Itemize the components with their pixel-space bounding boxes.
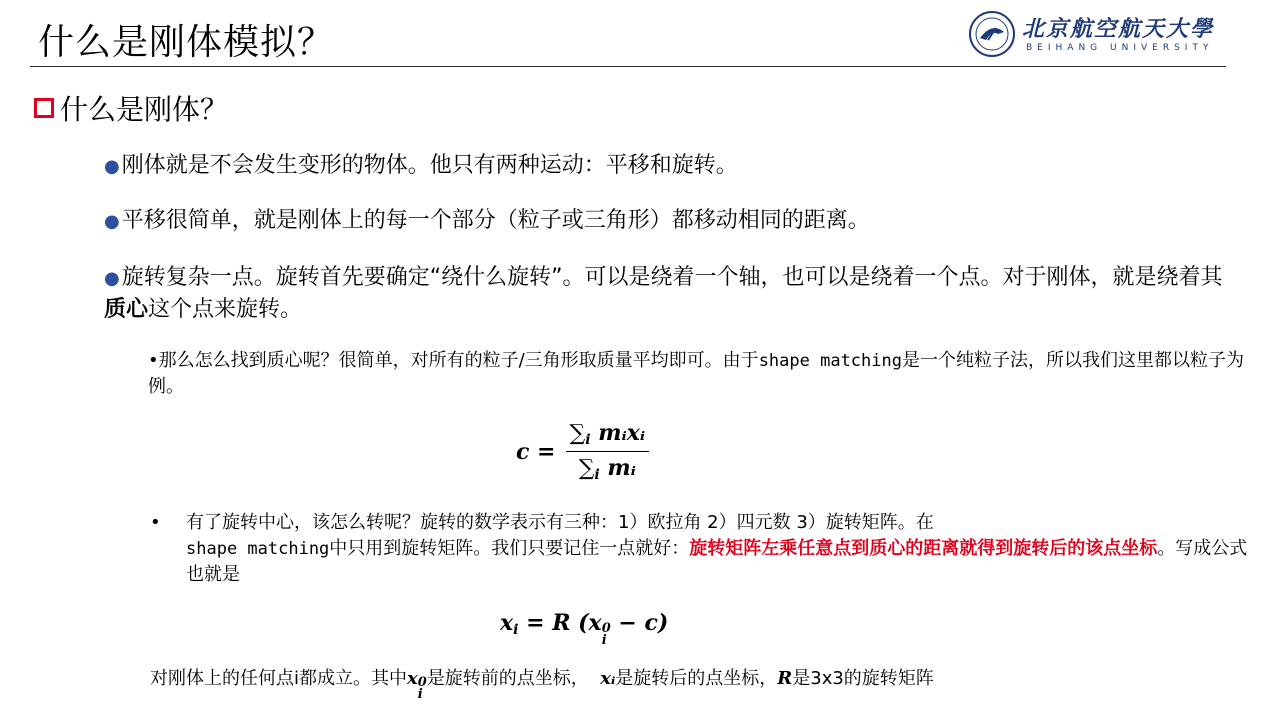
code-term: shape matching bbox=[758, 351, 902, 371]
bullet-text: 旋转复杂一点。旋转首先要确定“绕什么旋转”。可以是绕着一个轴，也可以是绕着一个点。对于刚体，就是绕着其 bbox=[121, 265, 1223, 290]
sub-paragraph-rotation bbox=[186, 510, 1256, 588]
sum-symbol: ∑ bbox=[569, 421, 586, 446]
para-text: 中只用到旋转矩阵。我们只要记住一点就好： bbox=[329, 538, 690, 559]
sum-index: i bbox=[585, 432, 591, 448]
section-heading-text: 什么是刚体？ bbox=[60, 93, 229, 126]
math-var: x bbox=[407, 668, 418, 689]
bullet-bold-text: 质心 bbox=[104, 297, 149, 322]
formula-sup: 0 bbox=[601, 621, 611, 636]
math-var: xᵢ bbox=[600, 668, 616, 689]
bullet-dot-icon: ● bbox=[104, 268, 120, 289]
slide-title: 什么是刚体模拟？ bbox=[38, 22, 335, 63]
denominator-terms: mᵢ bbox=[599, 455, 636, 481]
para-text: •那么怎么找到质心呢？很简单，对所有的粒子/三角形取质量平均即可。由于 bbox=[148, 350, 759, 371]
bullet-dot-icon: ● bbox=[104, 211, 120, 232]
bullet-text: 平移很简单，就是刚体上的每一个部分（粒子或三角形）都移动相同的距离。 bbox=[121, 208, 870, 233]
rotation-formula bbox=[500, 610, 668, 647]
formula-middle: = R (x bbox=[518, 610, 602, 636]
bullet-item bbox=[104, 205, 870, 237]
formula-lhs-index: i bbox=[513, 622, 519, 638]
text: 对刚体上的任何点i都成立。其中 bbox=[150, 668, 407, 689]
bullet-text-end: 这个点来旋转。 bbox=[148, 297, 303, 322]
formula-numerator bbox=[566, 420, 650, 452]
math-sup: 0 bbox=[417, 675, 427, 690]
university-logo bbox=[968, 10, 1218, 58]
para-text-end: 。写成公式也就是 bbox=[186, 538, 1248, 585]
para-text: 有了旋转中心，该怎么转呢？旋转的数学表示有三种：1）欧拉角 2）四元数 3）旋转矩阵。在 bbox=[186, 512, 934, 533]
code-term: shape matching bbox=[186, 539, 330, 559]
sub-bullet-dot: • bbox=[150, 512, 161, 533]
centroid-formula bbox=[516, 420, 649, 483]
closing-sentence bbox=[150, 664, 934, 701]
formula-lhs: c = bbox=[516, 438, 556, 465]
formula-sub: i bbox=[601, 633, 607, 648]
formula-fraction bbox=[566, 420, 650, 483]
bullet-dot-icon: ● bbox=[104, 156, 120, 177]
bullet-item bbox=[104, 262, 1244, 325]
sum-index: i bbox=[594, 467, 600, 483]
sub-paragraph-centroid bbox=[148, 348, 1248, 400]
math-supsub bbox=[418, 677, 427, 701]
text: 是3x3的旋转矩阵 bbox=[792, 668, 934, 689]
numerator-terms: mᵢxᵢ bbox=[590, 420, 646, 446]
title-divider bbox=[30, 66, 1226, 67]
bullet-item bbox=[104, 150, 738, 182]
formula-denominator bbox=[579, 452, 636, 483]
section-heading bbox=[34, 88, 228, 128]
red-square-bullet-icon bbox=[34, 98, 54, 118]
text: 是旋转前的点坐标， bbox=[426, 668, 601, 689]
para-text-end: 是一个纯粒子法，所以我们这里都以粒子为例。 bbox=[148, 350, 1244, 397]
university-seal-icon bbox=[968, 10, 1016, 58]
formula-supsub bbox=[602, 623, 611, 647]
bullet-text: 刚体就是不会发生变形的物体。他只有两种运动：平移和旋转。 bbox=[121, 153, 738, 178]
highlighted-text: 旋转矩阵左乘任意点到质心的距离就得到旋转后的该点坐标 bbox=[689, 538, 1158, 559]
logo-english-name: BEIHANG UNIVERSITY bbox=[1026, 43, 1214, 53]
formula-lhs-var: x bbox=[500, 610, 514, 636]
text: 是旋转后的点坐标， bbox=[615, 668, 778, 689]
math-var: R bbox=[777, 668, 793, 689]
logo-chinese-name: 北京航空航天大學 bbox=[1022, 16, 1215, 42]
formula-rhs: − c) bbox=[610, 610, 669, 636]
math-sub: i bbox=[417, 687, 423, 702]
sum-symbol: ∑ bbox=[578, 456, 595, 481]
